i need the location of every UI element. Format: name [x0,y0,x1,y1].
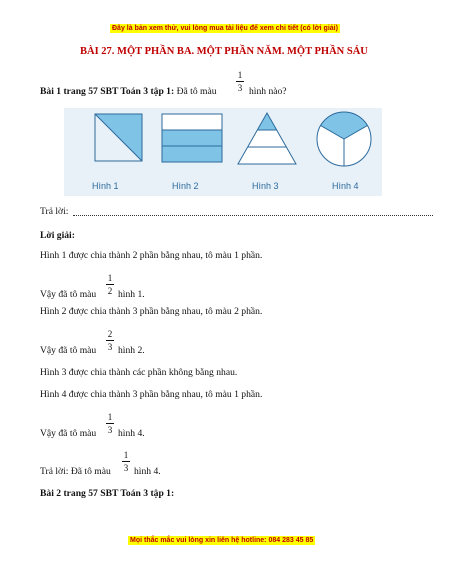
answer-dotted-line [73,214,433,216]
fraction-denominator: 3 [107,425,113,435]
figure-4-label: Hình 4 [332,181,359,191]
final-answer: Trả lời: Đã tô màu [40,466,111,477]
solution-line: Hình 1 được chia thành 2 phần bằng nhau, tô màu 1 phần. [40,250,263,261]
question-fraction [235,70,245,93]
fraction-denominator: 2 [107,286,113,296]
exercise-1-heading: Bài 1 trang 57 SBT Toán 3 tập 1: [40,86,175,97]
fraction-denominator: 3 [237,83,243,93]
header-banner: Đây là bản xem thử, vui lòng mua tài liệu để xem chi tiết (có lời giải) [112,25,338,32]
solution-line: Vậy đã tô màu [40,289,97,300]
figure-2-shaded-band [162,130,222,146]
solution-line-post: hình 2. [118,345,145,356]
figure-2-square [162,114,222,162]
answer-prompt: Trả lời: [40,206,69,217]
figure-3-shaded-part [257,113,277,130]
solution-line: Hình 2 được chia thành 3 phần bằng nhau, tô màu 2 phần. [40,306,263,317]
exercise-1-question [40,86,217,98]
solution-line: Vậy đã tô màu [40,345,97,356]
solution-fraction [105,412,115,435]
figure-3-triangle [238,113,296,164]
figure-4-circle [317,112,371,166]
exercise-2-heading: Bài 2 trang 57 SBT Toán 3 tập 1: [40,488,175,499]
fraction-denominator: 3 [107,342,113,352]
figure-3-label: Hình 3 [252,181,279,191]
figure-2-shaded-band [162,146,222,162]
fraction-numerator: 1 [123,450,129,460]
solution-line-post: hình 1. [118,289,145,300]
figure-1-label: Hình 1 [92,181,119,191]
solution-line: Vậy đã tô màu [40,428,97,439]
final-answer-fraction [121,450,131,473]
figures-panel [64,108,382,196]
fraction-numerator: 1 [237,70,243,80]
solution-fraction [105,273,115,296]
fraction-denominator: 3 [123,463,129,473]
fraction-numerator: 2 [107,329,113,339]
solution-heading: Lời giải: [40,230,75,241]
solution-fraction [105,329,115,352]
page-title: BÀI 27. MỘT PHẦN BA. MỘT PHẦN NĂM. MỘT PHẦN SÁU [80,46,368,57]
solution-line: Hình 4 được chia thành 3 phần bằng nhau, tô màu 1 phần. [40,389,263,400]
question-text-pre: Đã tô màu [176,86,217,97]
solution-line: Hình 3 được chia thành các phần không bằng nhau. [40,367,238,378]
fraction-numerator: 1 [107,273,113,283]
final-answer-post: hình 4. [134,466,161,477]
footer-hotline-banner: Mọi thắc mắc vui lòng xin liên hệ hotline: 084 283 45 85 [130,537,314,544]
figure-2-label: Hình 2 [172,181,199,191]
solution-line-post: hình 4. [118,428,145,439]
question-text-post: hình nào? [249,86,287,97]
figure-1-square [95,114,142,161]
fraction-numerator: 1 [107,412,113,422]
